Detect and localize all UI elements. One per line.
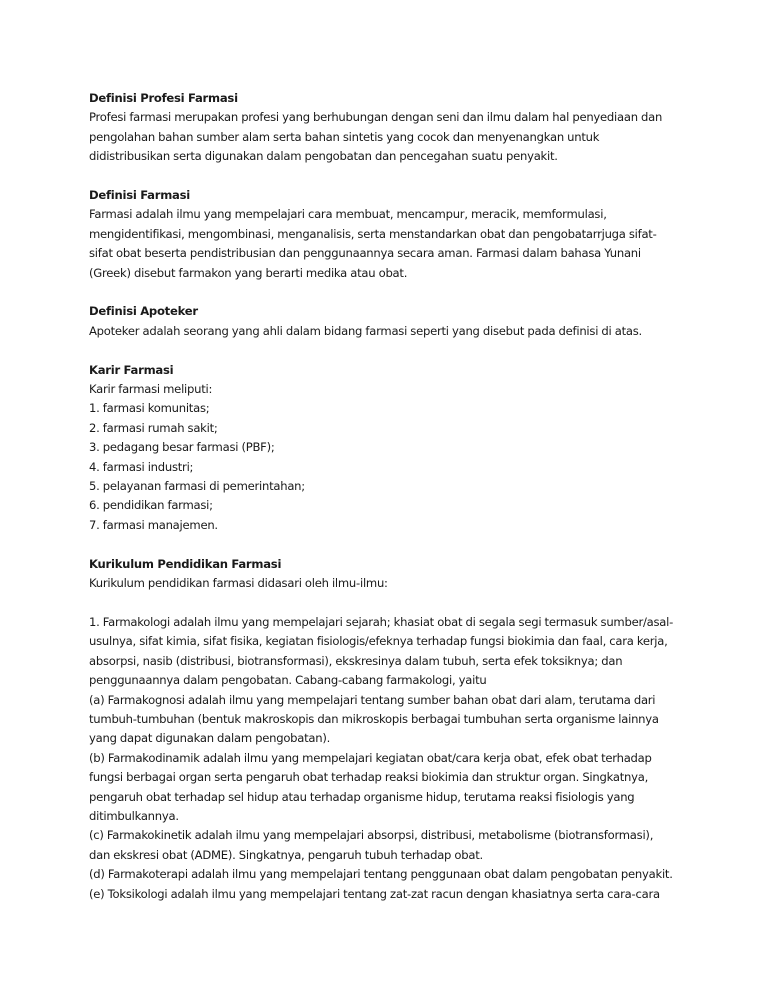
paragraph-line: (Greek) disebut farmakon yang berarti medika atau obat. — [89, 265, 408, 280]
paragraph-line: (b) Farmakodinamik adalah ilmu yang mempelajari kegiatan obat/cara kerja obat, efek obat terhadap — [89, 750, 652, 765]
paragraph-gap — [89, 283, 728, 302]
paragraph-line: dan ekskresi obat (ADME). Singkatnya, pengaruh tubuh terhadap obat. — [89, 847, 483, 862]
section-heading: Definisi Profesi Farmasi — [89, 91, 238, 105]
section-heading: Kurikulum Pendidikan Farmasi — [89, 556, 282, 571]
paragraph-line: Farmasi adalah ilmu yang mempelajari cara membuat, mencampur, meracik, memformulasi, — [89, 207, 607, 222]
paragraph-line: (d) Farmakoterapi adalah ilmu yang mempelajari tentang penggunaan obat dalam pengobatan penyakit. — [89, 867, 673, 882]
paragraph-line: absorpsi, nasib (distribusi, biotransformasi), ekskresinya dalam tubuh, serta efek toksiknya; dan — [89, 653, 623, 668]
section-heading: Karir Farmasi — [89, 362, 174, 377]
paragraph-line: mengidentifikasi, mengombinasi, menganalisis, serta menstandarkan obat dan pengobatarrjuga sifat- — [89, 226, 657, 241]
paragraph-gap — [89, 167, 728, 186]
list-item: 6. pendidikan farmasi; — [89, 498, 213, 513]
paragraph-line: fungsi berbagai organ serta pengaruh obat terhadap reaksi biokimia dan struktur organ. Singkatnya, — [89, 770, 649, 785]
paragraph-line: (a) Farmakognosi adalah ilmu yang mempelajari tentang sumber bahan obat dari alam, terutama dari — [89, 692, 656, 707]
paragraph-gap — [89, 341, 728, 360]
paragraph-line: pengolahan bahan sumber alam serta bahan sintetis yang cocok dan menyenangkan untuk — [89, 129, 600, 144]
list-item: 2. farmasi rumah sakit; — [89, 420, 218, 435]
section-karir-farmasi — [89, 361, 728, 536]
paragraph-line: ditimbulkannya. — [89, 808, 179, 823]
paragraph-line: pengaruh obat terhadap sel hidup atau terhadap organisme hidup, terutama reaksi fisiologis yang — [89, 789, 635, 804]
section-definisi-farmasi — [89, 186, 728, 283]
paragraph-line: sifat obat beserta pendistribusian dan penggunaannya secara aman. Farmasi dalam bahasa Yunani — [89, 246, 641, 261]
list-item: 1. farmasi komunitas; — [89, 401, 210, 416]
section-definisi-apoteker — [89, 302, 728, 341]
section-kurikulum-pendidikan-farmasi — [89, 555, 728, 594]
paragraph-line: 1. Farmakologi adalah ilmu yang mempelajari sejarah; khasiat obat di segala segi termasuk sumber/asal- — [89, 614, 674, 629]
list-item: 4. farmasi industri; — [89, 459, 194, 474]
paragraph-line: yang dapat digunakan dalam pengobatan). — [89, 731, 331, 746]
paragraph-line: penggunaannya dalam pengobatan. Cabang-cabang farmakologi, yaitu — [89, 673, 487, 688]
section-heading: Definisi Farmasi — [89, 188, 191, 203]
paragraph-gap — [89, 535, 728, 554]
list-item: 7. farmasi manajemen. — [89, 517, 218, 532]
paragraph-line: usulnya, sifat kimia, sifat fisika, kegiatan fisiologis/efeknya terhadap fungsi biokimia dan faal, cara kerja, — [89, 634, 668, 649]
paragraph-line: Kurikulum pendidikan farmasi didasari oleh ilmu-ilmu: — [89, 576, 388, 591]
section-kurikulum-list — [89, 613, 728, 904]
section-heading: Definisi Apoteker — [89, 304, 198, 319]
section-definisi-profesi-farmasi — [89, 89, 728, 167]
paragraph-line: Apoteker adalah seorang yang ahli dalam bidang farmasi seperti yang disebut pada definisi di atas. — [89, 323, 642, 338]
paragraph-line: Karir farmasi meliputi: — [89, 382, 213, 397]
paragraph-gap — [89, 594, 728, 613]
paragraph-line: tumbuh-tumbuhan (bentuk makroskopis dan mikroskopis berbagai tumbuhan serta organisme lainnya — [89, 711, 659, 726]
paragraph-line: (e) Toksikologi adalah ilmu yang mempelajari tentang zat-zat racun dengan khasiatnya serta cara-cara — [89, 886, 660, 901]
paragraph-line: (c) Farmakokinetik adalah ilmu yang mempelajari absorpsi, distribusi, metabolisme (biotransformasi), — [89, 828, 654, 843]
paragraph-line: Profesi farmasi merupakan profesi yang berhubungan dengan seni dan ilmu dalam hal penyediaan dan — [89, 110, 663, 125]
list-item: 5. pelayanan farmasi di pemerintahan; — [89, 479, 305, 494]
paragraph-line: didistribusikan serta digunakan dalam pengobatan dan pencegahan suatu penyakit. — [89, 149, 558, 164]
list-item: 3. pedagang besar farmasi (PBF); — [89, 440, 275, 455]
